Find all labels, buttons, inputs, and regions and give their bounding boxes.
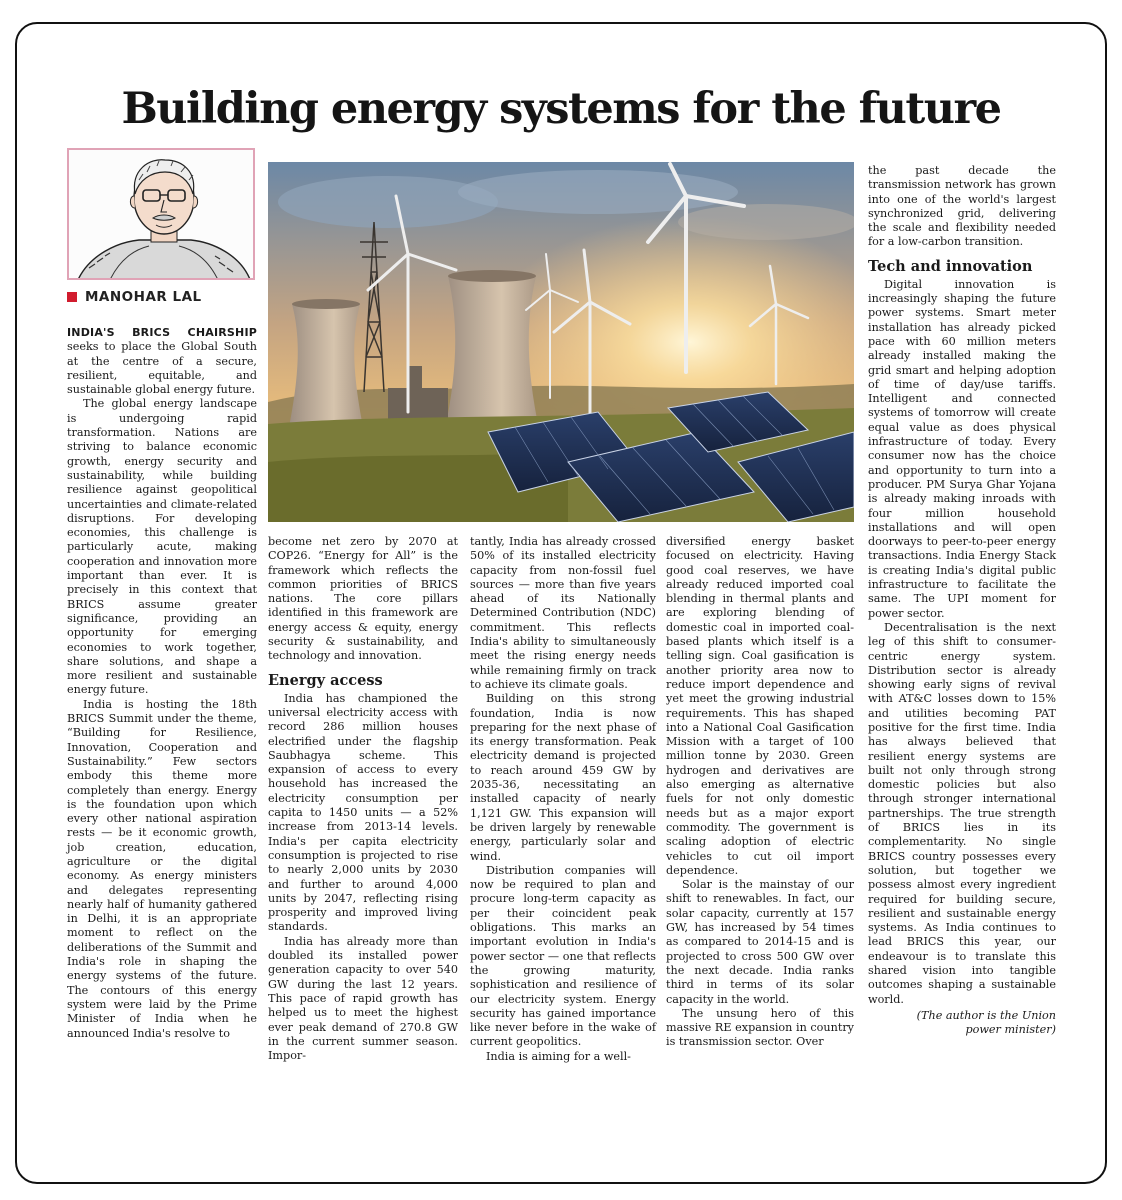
author-byline [67,287,257,307]
article-photo [268,162,854,522]
subheading-tech-and-innovation: Tech and innovation [868,257,1033,275]
paragraph [67,326,257,397]
lead-paragraph-text: seeks to place the Global South at the centre of a secure, resilient, equitable, and sustainable global energy future. [67,340,257,397]
lead-in: INDIA'S BRICS CHAIRSHIP [67,326,257,339]
paragraph: The unsung hero of this massive RE expansion in country is transmission sector. Over [666,1006,854,1049]
author-note: (The author is the Union power minister) [916,1008,1056,1037]
power-plant-wind-solar-icon [268,162,854,522]
paragraph: Digital innovation is increasingly shaping the future power systems. Smart meter installation has already picked pace with 60 million meters already installed making the grid smart and helping adoption of time of day/use tariffs. Intelligent and connected systems of tomorrow will create equal value as does physical infrastructure of today. Every consumer now has the choice and opportunity to turn into a producer. PM Surya Ghar Yojana is already making inroads with four million household installations and will open doorways to peer-to-peer energy transactions. India Energy Stack is creating India's digital public infrastructure to facilitate the same. The UPI moment for power sector. [868,277,1056,620]
paragraph: India has already more than doubled its installed power generation capacity to over 540 GW during the last 12 years. This pace of rapid growth has helped us to meet the highest ever peak demand of 270.8 GW in the current summer season. Impor- [268,934,458,1063]
column-4 [666,535,854,1050]
column-3 [470,535,656,1064]
paragraph: become net zero by 2070 at COP26. “Energy for All” is the framework which reflects the common priorities of BRICS nations. The core pillars identified in this framework are energy access & equity, energy security & sustainability, and technology and innovation. [268,535,458,663]
paragraph: Solar is the mainstay of our shift to renewables. In fact, our solar capacity, currently at 157 GW, has increased by 54 times as compared to 2014-15 and is projected to cross 500 GW over the next decade. India ranks third in terms of its solar capacity in the world. [666,878,854,1006]
paragraph: tantly, India has already crossed 50% of its installed electricity capacity from non-fossil fuel sources — more than five years ahead of its Nationally Determined Contribution (NDC) commitment. This reflects India's ability to simultaneously meet the rising energy needs while remaining firmly on track to achieve its climate goals. [470,535,656,691]
paragraph: the past decade the transmission network has grown into one of the world's largest synchronized grid, delivering the scale and flexibility needed for a low-carbon transition. [868,164,1056,249]
author-sketch-icon [69,150,255,280]
paragraph: diversified energy basket focused on electricity. Having good coal reserves, we have already reduced imported coal blending in thermal plants and are exploring blending of domestic coal in imported coal-based plants which itself is a telling sign. Coal gasification is another priority area now to reduce import dependence and yet meet the growing industrial requirements. This has shaped into a National Coal Gasification Mission with a target of 100 million tonne by 2030. Green hydrogen and derivatives are also emerging as alternative fuels for not only domestic needs but as a major export commodity. The government is scaling adoption of electric vehicles to cut oil import dependence. [666,535,854,877]
column-1 [67,326,257,1041]
author-name: MANOHAR LAL [85,289,202,305]
paragraph: India has championed the universal electricity access with record 286 million houses electrified under the flagship Saubhagya scheme. This expansion of access to every household has increased the electricity consumption per capita to 1450 units — a 52% increase from 2013-14 levels. India's per capita electricity consumption is projected to rise to nearly 2,000 units by 2030 and further to around 4,000 units by 2047, reflecting rising prosperity and improved living standards. [268,691,458,934]
paragraph: India is hosting the 18th BRICS Summit under the theme, “Building for Resilience, Innovation, Cooperation and Sustainability.” Few sectors embody this theme more completely than energy. Energy is the foundation upon which every other national aspiration rests — be it economic growth, job creation, education, agriculture or the digital economy. As energy ministers and delegates representing nearly half of humanity gathered in Delhi, it is an appropriate moment to reflect on the deliberations of the Summit and India's role in shaping the energy systems of the future. The contours of this energy system were laid by the Prime Minister of India when he announced India's resolve to [67,697,257,1040]
byline-marker-icon [67,292,77,302]
paragraph: Distribution companies will now be required to plan and procure long-term capacity as per their coincident peak obligations. This marks an important evolution in India's power sector — one that reflects the growing maturity, sophistication and resilience of our electricity system. Energy security has gained importance like never before in the wake of current geopolitics. [470,863,656,1049]
paragraph: Building on this strong foundation, India is now preparing for the next phase of its energy transformation. Peak electricity demand is projected to reach around 459 GW by 2035-36, necessitating an installed capacity of nearly 1,121 GW. This expansion will be driven largely by renewable energy, particularly solar and wind. [470,692,656,863]
column-2 [268,535,458,1063]
paragraph: The global energy landscape is undergoing rapid transformation. Nations are striving to balance economic growth, energy security and sustainability, while building resilience against geopolitical uncertainties and climate-related disruptions. For developing economies, this challenge is particularly acute, making cooperation and innovation more important than ever. It is precisely in this context that BRICS assume greater significance, providing an opportunity for emerging economies to work together, share solutions, and shape a more resilient and sustainable energy future. [67,397,257,697]
headline: Building energy systems for the future [121,84,1001,134]
column-5 [868,164,1056,1038]
paragraph: India is aiming for a well- [486,1049,631,1063]
paragraph: Decentralisation is the next leg of this shift to consumer-centric energy system. Distribution sector is already showing early signs of revival with AT&C losses down to 15% and utilities becoming PAT positive for the first time. India has always believed that resilient energy systems are built not only through strong domestic policies but also through stronger international partnerships. The true strength of BRICS lies in its complementarity. No single BRICS country possesses every solution, but together we possess almost every ingredient required for building secure, resilient and sustainable energy systems. As India continues to lead BRICS this year, our endeavour is to translate this shared vision into tangible outcomes shaping a sustainable world. [868,620,1056,1006]
subheading-energy-access: Energy access [268,671,383,689]
author-portrait [67,148,255,280]
